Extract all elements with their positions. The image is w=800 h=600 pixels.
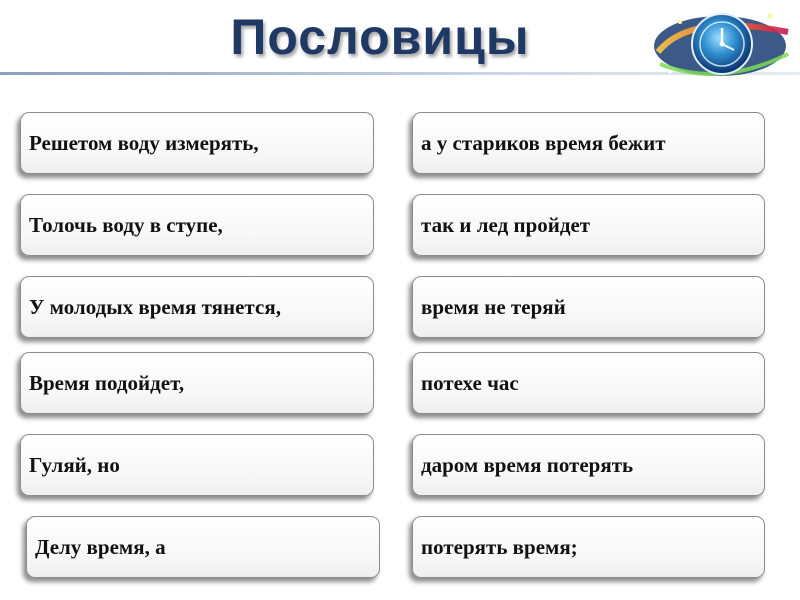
proverb-end-6[interactable] [412, 516, 765, 578]
proverb-start-text: Делу время, а [35, 534, 166, 559]
proverb-end-text: время не теряй [421, 294, 566, 319]
proverb-start-text: Время подойдет, [29, 370, 185, 395]
proverb-end-text: так и лед пройдет [421, 212, 591, 237]
proverb-end-text: даром время потерять [421, 452, 634, 477]
proverb-end-1[interactable] [412, 112, 765, 174]
proverb-end-text: потерять время; [421, 534, 578, 559]
proverb-start-2[interactable] [20, 194, 374, 256]
proverb-end-5[interactable] [412, 434, 765, 496]
proverb-end-text: потехе час [421, 370, 519, 395]
proverb-start-3[interactable] [20, 276, 374, 338]
proverb-start-4[interactable] [20, 352, 374, 414]
proverb-start-text: Толочь воду в ступе, [29, 212, 223, 237]
proverb-start-text: У молодых время тянется, [29, 294, 281, 319]
proverb-end-text: а у стариков время бежит [421, 130, 666, 155]
proverb-start-1[interactable] [20, 112, 374, 174]
proverb-end-4[interactable] [412, 352, 765, 414]
page-title: Пословицы [230, 9, 530, 65]
proverb-end-3[interactable] [412, 276, 765, 338]
proverb-start-text: Гуляй, но [29, 452, 120, 477]
proverb-start-6[interactable] [26, 516, 380, 578]
proverb-start-5[interactable] [20, 434, 374, 496]
globe-clock-icon [650, 2, 795, 88]
proverb-end-2[interactable] [412, 194, 765, 256]
proverb-start-text: Решетом воду измерять, [29, 130, 259, 155]
